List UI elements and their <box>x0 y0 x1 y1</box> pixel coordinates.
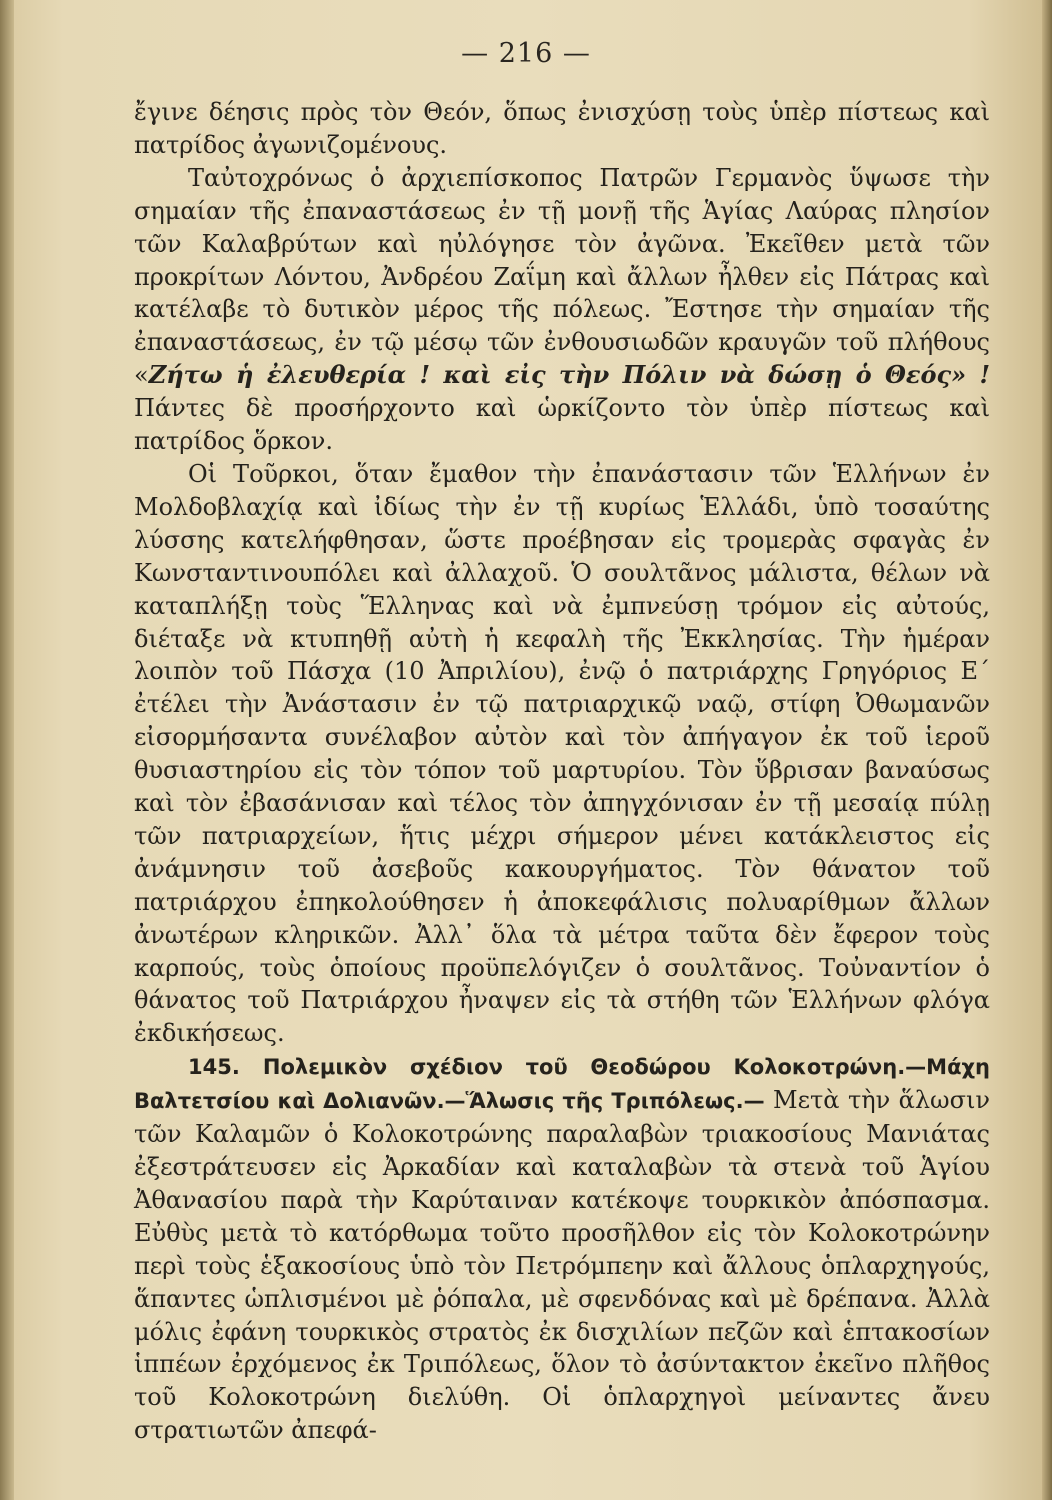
section-title: Πολεμικὸν σχέδιον τοῦ Θεοδώρου Κολοκοτρώνη.—Μάχη Βαλτετσίου καὶ Δολιανῶν.—Ἅλωσις τῆς Τριπόλεως.— <box>134 1055 990 1114</box>
paragraph-2-exclamation: Ζήτω ἡ ἐλευθερία ! καὶ εἰς τὴν Πόλιν νὰ δώσῃ ὁ Θεός» ! <box>148 360 990 390</box>
paragraph-1: ἔγινε δέησις πρὸς τὸν Θεόν, ὅπως ἐνισχύσῃ τοὺς ὑπὲρ πίστεως καὶ πατρίδος ἀγωνιζομένους. <box>134 98 990 159</box>
page-left-edge <box>0 0 14 1500</box>
paragraph-2-end: Πάντες δὲ προσήρχοντο καὶ ὡρκίζοντο τὸν ὑπὲρ πίστεως καὶ πατρίδος ὅρκον. <box>134 394 990 456</box>
paragraph-2-start: Ταὐτοχρόνως ὁ ἀρχιεπίσκοπος Πατρῶν Γερμανὸς ὕψωσε τὴν σημαίαν τῆς ἐπαναστάσεως ἐν τῇ μονῇ τῆς Ἁγίας Λαύρας πλησίον τῶν Καλαβρύτων καὶ ηὐλόγησε τὸν ἀγῶνα. Ἐκεῖθεν μετὰ τῶν προκρίτων Λόντου, Ἀνδρέου Ζαΐμη καὶ ἄλλων ἦλθεν εἰς Πάτρας καὶ κατέλαβε τὸ δυτικὸν μέρος τῆς πόλεως. Ἔστησε τὴν σημαίαν τῆς ἐπαναστάσεως, ἐν τῷ μέσῳ τῶν ἐνθουσιωδῶν κραυγῶν τοῦ πλήθους « <box>134 163 990 390</box>
paragraph-2 <box>134 162 990 458</box>
paragraph-4: Μετὰ τὴν ἅλωσιν τῶν Καλαμῶν ὁ Κολοκοτρώνης παραλαβὼν τριακοσίους Μανιάτας ἐξεστράτευσεν εἰς Ἀρκαδίαν καὶ καταλαβὼν τὰ στενὰ τοῦ Ἁγίου Ἀθανασίου παρὰ τὴν Καρύταιναν κατέκοψε τουρκικὸν ἀπόσπασμα. Εὐθὺς μετὰ τὸ κατόρθωμα τοῦτο προσῆλθον εἰς τὸν Κολοκοτρώνην περὶ τοὺς ἑξακοσίους ὑπὸ τὸν Πετρόμπεην καὶ ἄλλους ὁπλαρχηγούς, ἅπαντες ὡπλισμένοι μὲ ῥόπαλα, μὲ σφενδόνας καὶ μὲ δρέπανα. Ἀλλὰ μόλις ἐφάνη τουρκικὸς στρατὸς ἐκ δισχιλίων πεζῶν καὶ ἑπτακοσίων ἱππέων ἐρχόμενος ἐκ Τριπόλεως, ὅλον τὸ ἀσύντακτον ἐκεῖνο πλῆθος τοῦ Κολοκοτρώνη διελύθη. Οἱ ὁπλαρχηγοὶ μείναντες ἄνευ στρατιωτῶν ἀπεφά- <box>134 1086 990 1445</box>
page-right-edge <box>1042 0 1052 1500</box>
page-number: — 216 — <box>461 38 591 69</box>
body-text <box>134 96 990 1447</box>
section-145 <box>134 1050 990 1447</box>
section-number: 145. <box>188 1055 240 1080</box>
paragraph-3: Οἱ Τοῦρκοι, ὅταν ἔμαθον τὴν ἐπανάστασιν τῶν Ἑλλήνων ἐν Μολδοβλαχίᾳ καὶ ἰδίως τὴν ἐν τῇ κυρίως Ἑλλάδι, ὑπὸ τοσαύτης λύσσης κατελήφθησαν, ὥστε προέβησαν εἰς τρομερὰς σφαγὰς ἐν Κωνσταντινουπόλει καὶ ἀλλαχοῦ. Ὁ σουλτᾶνος μάλιστα, θέλων νὰ καταπλήξῃ τοὺς Ἕλληνας καὶ νὰ ἐμπνεύσῃ τρόμον εἰς αὐτούς, διέταξε νὰ κτυπηθῇ αὐτὴ ἡ κεφαλὴ τῆς Ἐκκλησίας. Τὴν ἡμέραν λοιπὸν τοῦ Πάσχα (10 Ἀπριλίου), ἐνῷ ὁ πατριάρχης Γρηγόριος Ε΄ ἐτέλει τὴν Ἀνάστασιν ἐν τῷ πατριαρχικῷ ναῷ, στίφη Ὀθωμανῶν εἰσορμήσαντα συνέλαβον αὐτὸν καὶ τὸν ἀπήγαγον ἐκ τοῦ ἱεροῦ θυσιαστηρίου εἰς τὸν τόπον τοῦ μαρτυρίου. Τὸν ὕβρισαν βαναύσως καὶ τὸν ἐβασάνισαν καὶ τέλος τὸν ἀπηγχόνισαν ἐν τῇ μεσαίᾳ πύλῃ τῶν πατριαρχείων, ἥτις μέχρι σήμερον μένει κατάκλειστος εἰς ἀνάμνησιν τοῦ ἀσεβοῦς κακουργήματος. Τὸν θάνατον τοῦ πατριάρχου ἐπηκολούθησεν ἡ ἀποκεφάλισις πολυαρίθμων ἄλλων ἀνωτέρων κληρικῶν. Ἀλλ᾽ ὅλα τὰ μέτρα ταῦτα δὲν ἔφερον τοὺς καρπούς, τοὺς ὁποίους προϋπελόγιζεν ὁ σουλτᾶνος. Τοὐναντίον ὁ θάνατος τοῦ Πατριάρχου ἦναψεν εἰς τὰ στήθη τῶν Ἑλλήνων φλόγα ἐκδικήσεως. <box>134 459 990 1048</box>
